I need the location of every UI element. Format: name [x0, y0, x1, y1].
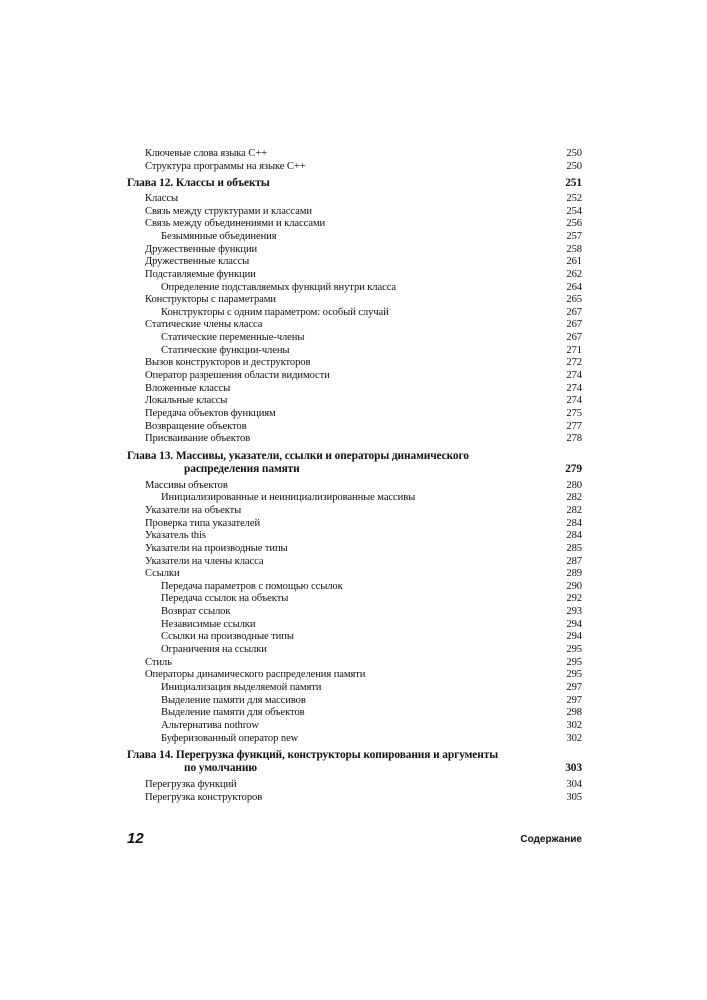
entry-title: Статические члены класса	[145, 319, 263, 331]
entry-page-number: 294	[566, 618, 582, 630]
entry-title: Классы	[145, 192, 178, 204]
entry-page-number: 279	[565, 462, 582, 475]
entry-page-number: 282	[566, 492, 582, 504]
entry-title: Проверка типа указателей	[145, 517, 261, 529]
entry-page-number: 252	[566, 192, 582, 204]
entry-page-number: 251	[565, 177, 582, 190]
entry-page-number: 280	[566, 479, 582, 491]
entry-page-number: 293	[566, 606, 582, 618]
entry-title: Статические переменные-члены	[161, 332, 305, 344]
entry-title: Указатели на члены класса	[145, 555, 264, 567]
entry-title: Указатели на объекты	[145, 504, 242, 516]
entry-title: Перегрузка конструкторов	[145, 791, 263, 803]
entry-page-number: 303	[565, 762, 582, 775]
entry-title: Конструкторы с одним параметром: особый случай	[161, 306, 389, 318]
entry-title: Инициализация выделяемой памяти	[161, 682, 322, 693]
entry-page-number: 292	[566, 593, 582, 605]
entry-page-number: 284	[566, 530, 582, 542]
entry-title: Вызов конструкторов и деструкторов	[145, 357, 311, 369]
entry-page-number: 254	[566, 205, 582, 217]
entry-title: Безымянные объединения	[161, 230, 277, 242]
entry-page-number: 302	[566, 719, 582, 731]
entry-page-number: 295	[566, 656, 582, 668]
entry-page-number: 265	[566, 294, 582, 306]
entry-page-number: 267	[566, 306, 582, 318]
entry-title: Стиль	[145, 656, 172, 668]
entry-page-number: 294	[566, 631, 582, 643]
entry-title: Выделение памяти для объектов	[161, 707, 305, 719]
entry-title: Связь между структурами и классами	[145, 205, 312, 217]
entry-page-number: 274	[566, 395, 582, 407]
entry-title: Указатель this	[145, 530, 206, 542]
entry-page-number: 275	[566, 408, 582, 419]
entry-page-number: 302	[566, 732, 582, 744]
entry-title: Вложенные классы	[145, 382, 231, 394]
entry-title: Определение подставляемых функций внутри класса	[161, 281, 397, 293]
entry-page-number: 274	[566, 382, 582, 394]
entry-title: Дружественные классы	[145, 256, 250, 268]
chapter-title: Глава 13. Массивы, указатели, ссылки и операторы динамического	[127, 449, 469, 462]
entry-title: Ключевые слова языка С++	[145, 148, 267, 159]
entry-page-number: 297	[566, 694, 582, 706]
entry-page-number: 267	[566, 319, 582, 331]
entry-title: Оператор разрешения области видимости	[145, 370, 330, 382]
entry-title: Дружественные функции	[145, 243, 258, 255]
entry-page-number: 305	[566, 791, 582, 803]
entry-page-number: 257	[566, 230, 582, 242]
entry-title: Конструкторы с параметрами	[145, 294, 276, 306]
entry-page-number: 282	[566, 504, 582, 516]
entry-title: Буферизованный оператор new	[161, 732, 299, 744]
entry-page-number: 262	[566, 268, 582, 280]
entry-title: Указатели на производные типы	[145, 542, 288, 554]
entry-page-number: 256	[566, 218, 582, 230]
entry-page-number: 304	[566, 778, 582, 790]
entry-page-number: 277	[566, 420, 582, 432]
entry-page-number: 274	[566, 370, 582, 382]
entry-page-number: 289	[566, 568, 582, 580]
entry-page-number: 271	[566, 344, 582, 356]
entry-title: Операторы динамического распределения памяти	[145, 669, 366, 681]
chapter-title: Глава 14. Перегрузка функций, конструкторы копирования и аргументы	[127, 749, 499, 762]
entry-page-number: 297	[566, 682, 582, 693]
entry-title: Присваивание объектов	[145, 433, 251, 445]
entry-title: Возвращение объектов	[145, 420, 247, 432]
entry-page-number: 284	[566, 517, 582, 529]
entry-page-number: 250	[566, 148, 582, 159]
entry-title: Независимые ссылки	[161, 618, 256, 630]
entry-title: Структура программы на языке С++	[145, 160, 306, 172]
entry-title: Массивы объектов	[145, 479, 228, 491]
entry-page-number: 258	[566, 243, 582, 255]
entry-page-number: 295	[566, 669, 582, 681]
chapter-title: Глава 12. Классы и объекты	[127, 177, 270, 190]
entry-title: Ссылки на производные типы	[161, 631, 294, 643]
entry-title: Локальные классы	[145, 395, 228, 407]
entry-page-number: 264	[566, 281, 582, 293]
entry-title: Альтернатива nothrow	[161, 719, 259, 731]
entry-page-number: 298	[566, 707, 582, 719]
entry-title: Возврат ссылок	[161, 606, 231, 618]
entry-title: Связь между объединениями и классами	[145, 218, 326, 230]
entry-page-number: 267	[566, 332, 582, 344]
entry-title: Ограничения на ссылки	[161, 644, 267, 656]
chapter-title-continuation: распределения памяти	[184, 462, 300, 475]
entry-title: Передача параметров с помощью ссылок	[161, 580, 343, 592]
entry-page-number: 287	[566, 555, 582, 567]
entry-page-number: 272	[566, 357, 582, 369]
entry-title: Инициализированные и неинициализированные массивы	[161, 492, 416, 504]
entry-page-number: 295	[566, 644, 582, 656]
entry-title: Передача объектов функциям	[145, 408, 276, 419]
entry-title: Передача ссылок на объекты	[161, 593, 289, 605]
page-number: 12	[127, 830, 144, 847]
entry-title: Подставляемые функции	[145, 268, 256, 280]
entry-page-number: 278	[566, 433, 582, 445]
entry-page-number: 290	[566, 580, 582, 592]
chapter-title-continuation: по умолчанию	[184, 762, 257, 775]
entry-title: Перегрузка функций	[145, 778, 237, 790]
running-footer-title: Содержание	[520, 834, 582, 845]
entry-page-number: 261	[566, 256, 582, 268]
entry-page-number: 285	[566, 542, 582, 554]
entry-page-number: 250	[566, 160, 582, 172]
entry-title: Ссылки	[145, 568, 180, 580]
entry-title: Статические функции-члены	[161, 344, 290, 356]
entry-title: Выделение памяти для массивов	[161, 694, 306, 706]
